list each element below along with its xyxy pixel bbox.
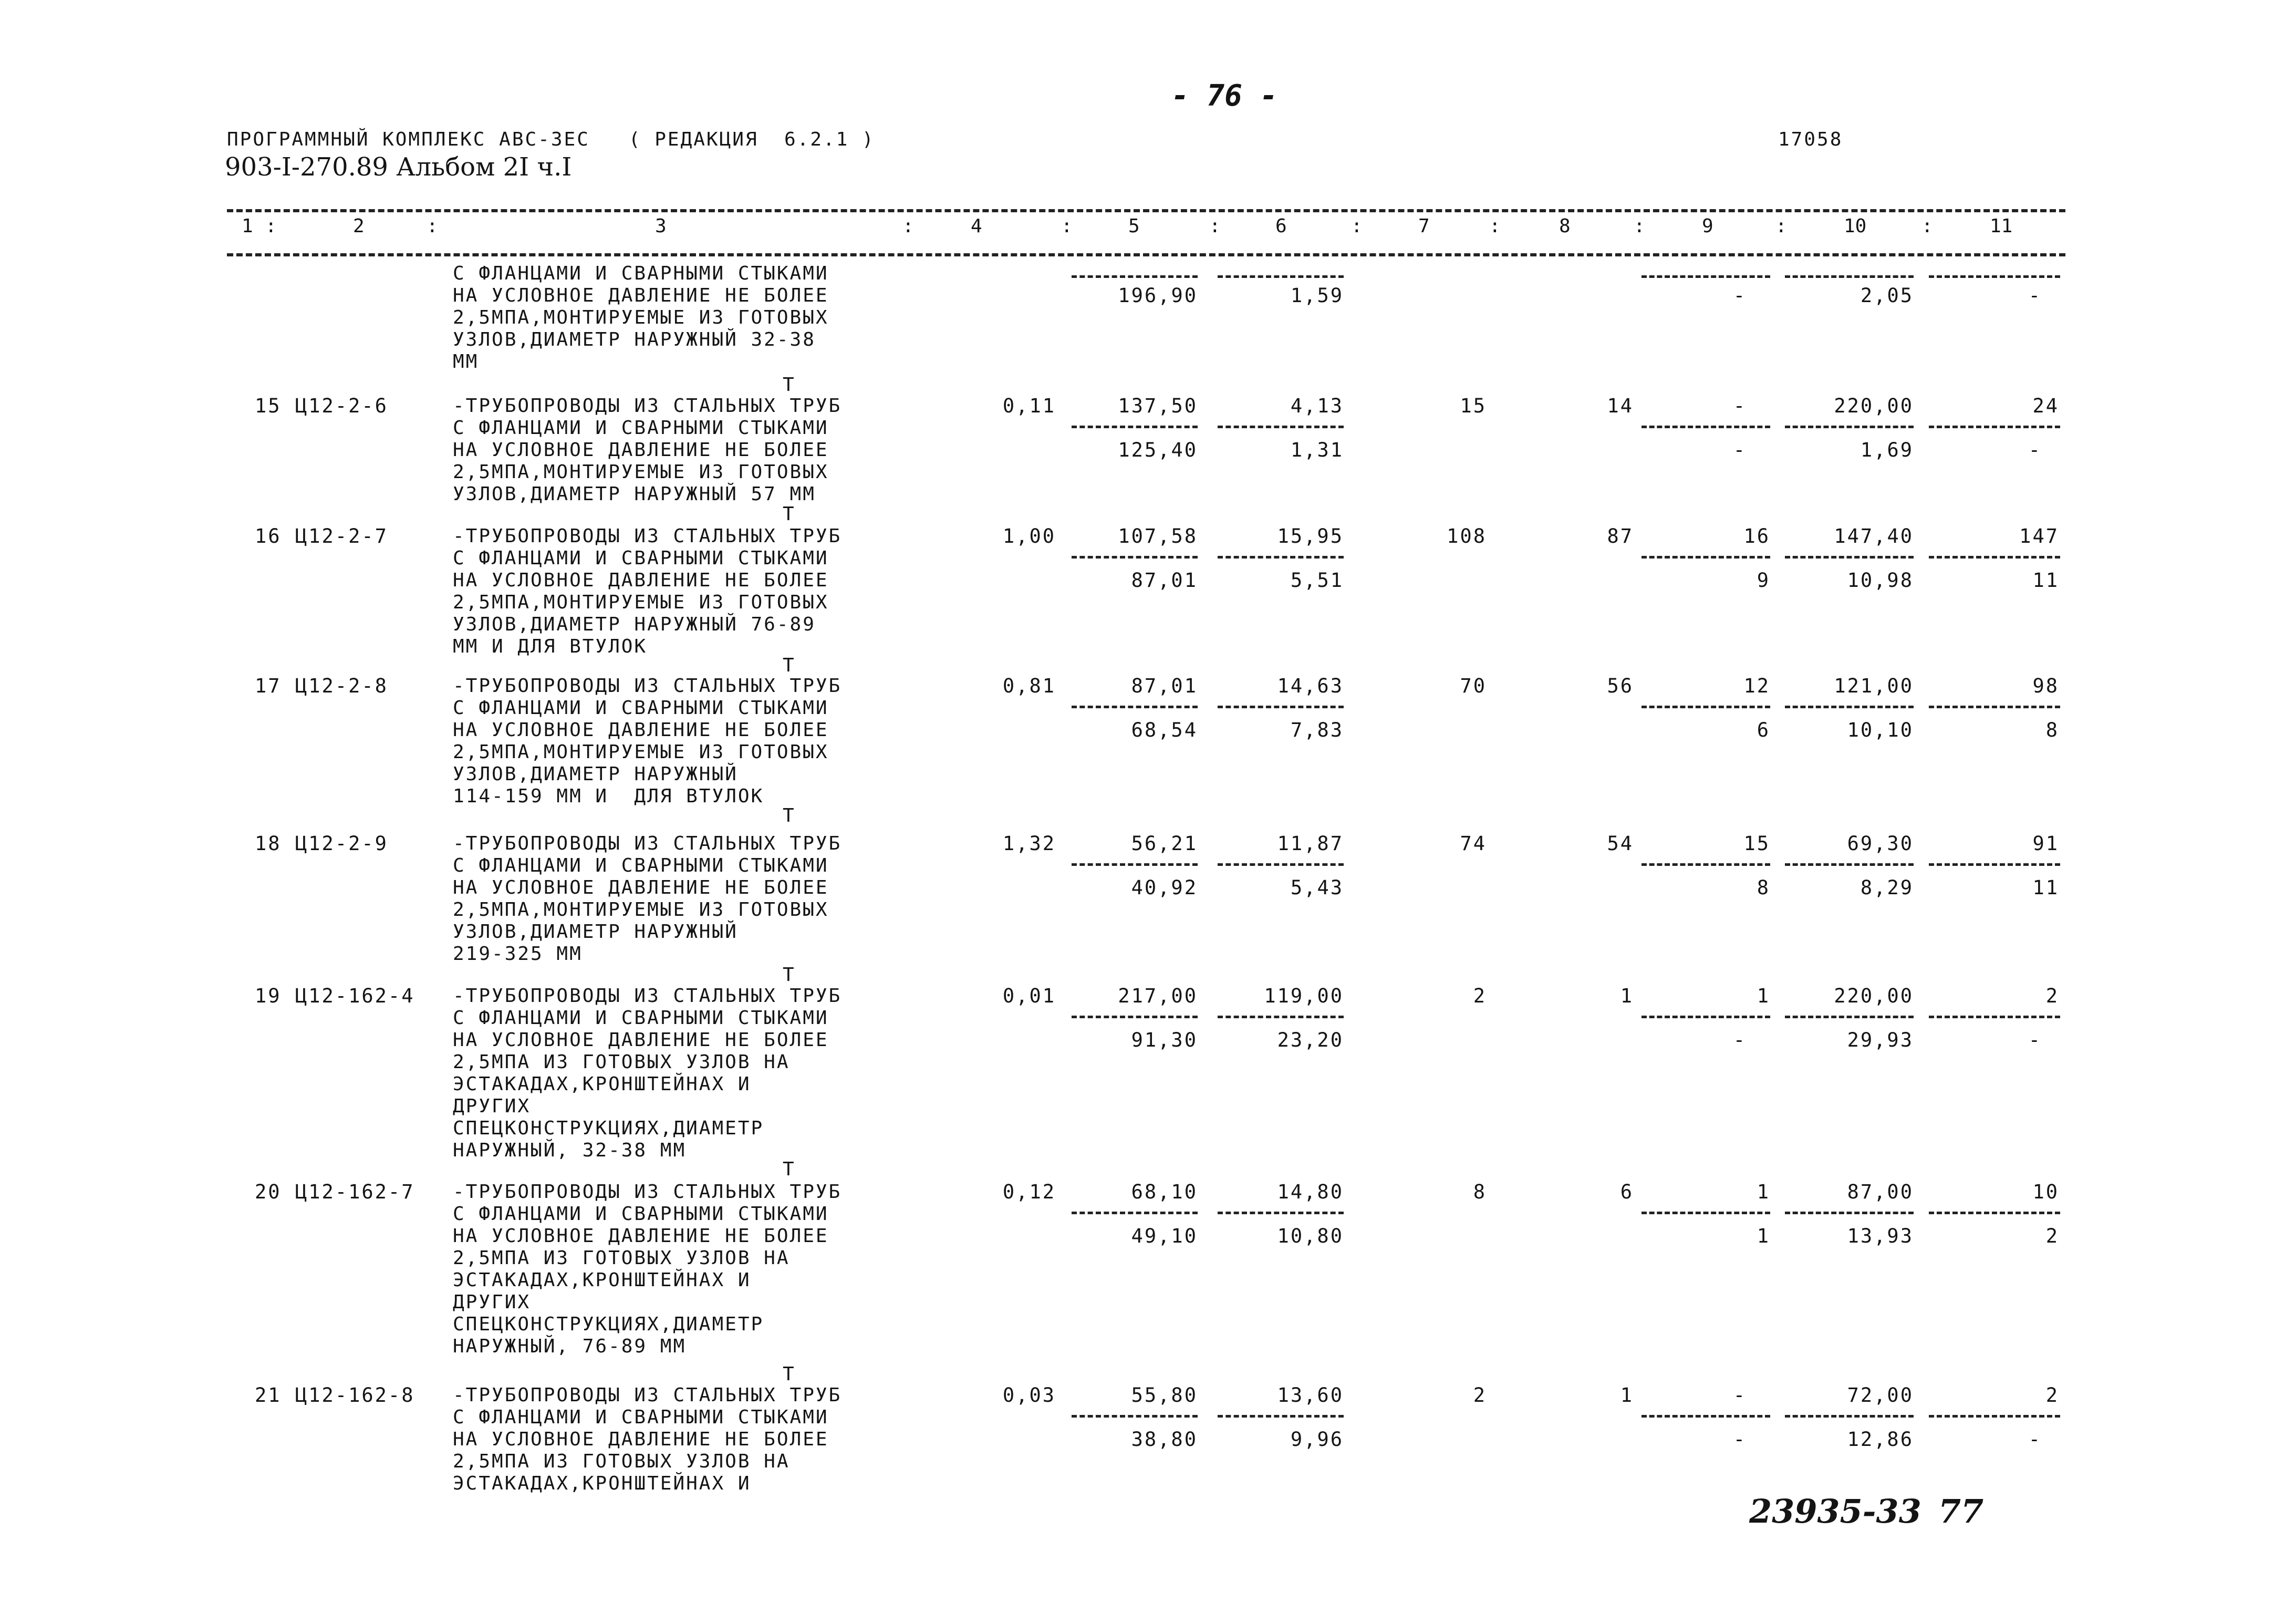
description-line: 2,5МПА ИЗ ГОТОВЫХ УЗЛОВ НА (453, 1247, 790, 1269)
fraction-rule (1642, 863, 1770, 866)
fraction-rule (1785, 556, 1914, 559)
value-col11-top: 147 (2019, 525, 2059, 547)
value-col5-top: 107,58 (1118, 525, 1198, 547)
description-line: -ТРУБОПРОВОДЫ ИЗ СТАЛЬНЫХ ТРУБ (453, 525, 842, 547)
fraction-rule (1785, 706, 1914, 708)
value-col10-top: 69,30 (1847, 832, 1914, 855)
fraction-rule (1072, 275, 1198, 278)
fraction-rule (1929, 706, 2060, 708)
description-line: ДРУГИХ (453, 1095, 531, 1117)
value-col7: 2 (1473, 1384, 1487, 1407)
value-col9-top: 1 (1757, 985, 1770, 1007)
value-col6-bottom: 5,43 (1290, 876, 1344, 899)
value-col4: 1,32 (1002, 832, 1056, 855)
column-header-6: 6 (1275, 215, 1287, 237)
value-col6-bottom: 1,59 (1290, 284, 1344, 307)
value-col9-bottom: - (1733, 284, 1747, 307)
column-separator: : (265, 215, 277, 237)
column-separator: : (1351, 215, 1363, 237)
fraction-rule (1929, 1016, 2060, 1018)
value-col5-top: 56,21 (1131, 832, 1198, 855)
value-col11-top: 2 (2045, 985, 2059, 1007)
fraction-rule (1929, 1415, 2060, 1418)
value-col9-top: 1 (1757, 1181, 1770, 1203)
value-col6-top: 4,13 (1290, 395, 1344, 417)
row-number: 17 (255, 675, 282, 697)
marker-t: Т (783, 1363, 794, 1385)
column-separator: : (902, 215, 914, 237)
value-col5-bottom: 87,01 (1131, 569, 1198, 592)
value-col8: 14 (1607, 395, 1634, 417)
description-line: -ТРУБОПРОВОДЫ ИЗ СТАЛЬНЫХ ТРУБ (453, 1181, 842, 1203)
fraction-rule (1072, 1016, 1198, 1018)
column-header-11: 11 (1990, 215, 2013, 237)
value-col11-bottom: 8 (2045, 719, 2059, 741)
description-line: 2,5МПА,МОНТИРУЕМЫЕ ИЗ ГОТОВЫХ (453, 307, 829, 328)
norm-code: Ц12-2-8 (295, 675, 388, 697)
value-col5-top: 68,10 (1131, 1181, 1198, 1203)
fraction-rule (1642, 426, 1770, 428)
value-col5-top: 55,80 (1131, 1384, 1198, 1407)
description-line: 2,5МПА ИЗ ГОТОВЫХ УЗЛОВ НА (453, 1451, 790, 1472)
description-line: 2,5МПА,МОНТИРУЕМЫЕ ИЗ ГОТОВЫХ (453, 461, 829, 483)
value-col11-top: 10 (2032, 1181, 2059, 1203)
description-line: 2,5МПА,МОНТИРУЕМЫЕ ИЗ ГОТОВЫХ (453, 592, 829, 613)
value-col8: 56 (1607, 675, 1634, 697)
row-number: 16 (255, 525, 282, 547)
value-col10-bottom: 2,05 (1860, 284, 1914, 307)
description-line: ЭСТАКАДАХ,КРОНШТЕЙНАХ И (453, 1073, 751, 1095)
value-col6-top: 14,63 (1277, 675, 1344, 697)
description-line: СПЕЦКОНСТРУКЦИЯХ,ДИАМЕТР (453, 1314, 764, 1335)
value-col4: 0,01 (1002, 985, 1056, 1007)
value-col5-top: 87,01 (1131, 675, 1198, 697)
value-col5-bottom: 40,92 (1131, 876, 1198, 899)
description-line: ЭСТАКАДАХ,КРОНШТЕЙНАХ И (453, 1473, 751, 1494)
value-col6-top: 14,80 (1277, 1181, 1344, 1203)
value-col4: 0,11 (1002, 395, 1056, 417)
value-col6-bottom: 7,83 (1290, 719, 1344, 741)
value-col11-top: 91 (2032, 832, 2059, 855)
description-line: НА УСЛОВНОЕ ДАВЛЕНИЕ НЕ БОЛЕЕ (453, 439, 829, 461)
fraction-rule (1072, 863, 1198, 866)
norm-code: Ц12-2-9 (295, 832, 388, 855)
fraction-rule (1785, 1212, 1914, 1214)
value-col11-bottom: 11 (2032, 569, 2059, 592)
description-line: УЗЛОВ,ДИАМЕТР НАРУЖНЫЙ (453, 763, 738, 785)
description-line: СПЕЦКОНСТРУКЦИЯХ,ДИАМЕТР (453, 1118, 764, 1139)
fraction-rule (1072, 556, 1198, 559)
page-number: - 76 - (1171, 79, 1278, 113)
value-col9-bottom: 6 (1757, 719, 1770, 741)
value-col10-bottom: 10,10 (1847, 719, 1914, 741)
value-col6-bottom: 1,31 (1290, 439, 1344, 461)
value-col8: 1 (1620, 1384, 1634, 1407)
value-col5-bottom: 125,40 (1118, 439, 1198, 461)
value-col11-top: 24 (2032, 395, 2059, 417)
fraction-rule (1218, 1415, 1344, 1418)
fraction-rule (1072, 1415, 1198, 1418)
value-col6-bottom: 23,20 (1277, 1029, 1344, 1051)
value-col10-top: 121,00 (1834, 675, 1914, 697)
description-line: НА УСЛОВНОЕ ДАВЛЕНИЕ НЕ БОЛЕЕ (453, 877, 829, 898)
description-line: УЗЛОВ,ДИАМЕТР НАРУЖНЫЙ 76-89 (453, 614, 816, 635)
value-col6-bottom: 10,80 (1277, 1225, 1344, 1247)
norm-code: Ц12-162-8 (295, 1384, 415, 1407)
fraction-rule (1642, 556, 1770, 559)
value-col6-top: 11,87 (1277, 832, 1344, 855)
value-col6-bottom: 9,96 (1290, 1428, 1344, 1451)
value-col5-bottom: 196,90 (1118, 284, 1198, 307)
value-col9-top: 16 (1743, 525, 1770, 547)
fraction-rule (1642, 1212, 1770, 1214)
description-line: С ФЛАНЦАМИ И СВАРНЫМИ СТЫКАМИ (453, 547, 829, 569)
description-line: НА УСЛОВНОЕ ДАВЛЕНИЕ НЕ БОЛЕЕ (453, 570, 829, 591)
fraction-rule (1072, 1212, 1198, 1214)
norm-code: Ц12-2-6 (295, 395, 388, 417)
value-col4: 0,81 (1002, 675, 1056, 697)
fraction-rule (1785, 426, 1914, 428)
marker-t: Т (783, 964, 794, 986)
value-col9-bottom: 9 (1757, 569, 1770, 592)
row-number: 19 (255, 985, 282, 1007)
value-col10-top: 220,00 (1834, 985, 1914, 1007)
value-col5-top: 137,50 (1118, 395, 1198, 417)
value-col5-bottom: 38,80 (1131, 1428, 1198, 1451)
value-col5-bottom: 49,10 (1131, 1225, 1198, 1247)
value-col11-bottom: - (2028, 1029, 2042, 1051)
fraction-rule (1218, 1212, 1344, 1214)
value-col7: 74 (1460, 832, 1487, 855)
value-col7: 70 (1460, 675, 1487, 697)
value-col9-bottom: - (1733, 1029, 1747, 1051)
column-header-4: 4 (971, 215, 982, 237)
description-line: 2,5МПА ИЗ ГОТОВЫХ УЗЛОВ НА (453, 1051, 790, 1073)
value-col9-top: 15 (1743, 832, 1770, 855)
value-col11-bottom: - (2028, 1428, 2042, 1451)
header-bottom-rule (227, 253, 2065, 256)
value-col8: 6 (1620, 1181, 1634, 1203)
description-line: УЗЛОВ,ДИАМЕТР НАРУЖНЫЙ 57 ММ (453, 483, 816, 505)
fraction-rule (1218, 1016, 1344, 1018)
fraction-rule (1929, 275, 2060, 278)
fraction-rule (1642, 1016, 1770, 1018)
value-col10-top: 220,00 (1834, 395, 1914, 417)
description-line: -ТРУБОПРОВОДЫ ИЗ СТАЛЬНЫХ ТРУБ (453, 1384, 842, 1406)
column-header-9: 9 (1702, 215, 1713, 237)
description-line: С ФЛАНЦАМИ И СВАРНЫМИ СТЫКАМИ (453, 1407, 829, 1428)
value-col7: 15 (1460, 395, 1487, 417)
value-col11-bottom: 2 (2045, 1225, 2059, 1247)
marker-t: Т (783, 374, 794, 396)
value-col11-bottom: - (2028, 439, 2042, 461)
description-line: НА УСЛОВНОЕ ДАВЛЕНИЕ НЕ БОЛЕЕ (453, 1029, 829, 1051)
value-col5-bottom: 68,54 (1131, 719, 1198, 741)
description-line: УЗЛОВ,ДИАМЕТР НАРУЖНЫЙ (453, 921, 738, 943)
marker-t: Т (783, 805, 794, 826)
value-col11-top: 2 (2045, 1384, 2059, 1407)
value-col11-top: 98 (2032, 675, 2059, 697)
value-col5-top: 217,00 (1118, 985, 1198, 1007)
row-number: 21 (255, 1384, 282, 1407)
value-col11-bottom: - (2028, 284, 2042, 307)
description-line: -ТРУБОПРОВОДЫ ИЗ СТАЛЬНЫХ ТРУБ (453, 395, 842, 417)
value-col10-bottom: 13,93 (1847, 1225, 1914, 1247)
description-line: -ТРУБОПРОВОДЫ ИЗ СТАЛЬНЫХ ТРУБ (453, 833, 842, 854)
column-header-8: 8 (1559, 215, 1571, 237)
value-col9-bottom: 1 (1757, 1225, 1770, 1247)
row-number: 18 (255, 832, 282, 855)
description-line: 114-159 ММ И ДЛЯ ВТУЛОК (453, 785, 764, 807)
description-line: УЗЛОВ,ДИАМЕТР НАРУЖНЫЙ 32-38 (453, 329, 816, 350)
fraction-rule (1218, 863, 1344, 866)
value-col6-top: 13,60 (1277, 1384, 1344, 1407)
description-line: НА УСЛОВНОЕ ДАВЛЕНИЕ НЕ БОЛЕЕ (453, 719, 829, 741)
value-col10-bottom: 1,69 (1860, 439, 1914, 461)
value-col11-bottom: 11 (2032, 876, 2059, 899)
row-number: 15 (255, 395, 282, 417)
album-reference: 903-I-270.89 Альбом 2I ч.I (225, 152, 572, 182)
row-number: 20 (255, 1181, 282, 1203)
description-line: С ФЛАНЦАМИ И СВАРНЫМИ СТЫКАМИ (453, 263, 829, 284)
column-separator: : (1061, 215, 1073, 237)
description-line: НАРУЖНЫЙ, 76-89 ММ (453, 1336, 687, 1357)
column-separator: : (1634, 215, 1645, 237)
value-col10-top: 87,00 (1847, 1181, 1914, 1203)
description-line: ДРУГИХ (453, 1291, 531, 1313)
description-line: НА УСЛОВНОЕ ДАВЛЕНИЕ НЕ БОЛЕЕ (453, 285, 829, 306)
norm-code: Ц12-2-7 (295, 525, 388, 547)
value-col7: 108 (1447, 525, 1487, 547)
fraction-rule (1642, 706, 1770, 708)
column-header-1: 1 (242, 215, 253, 237)
description-line: НА УСЛОВНОЕ ДАВЛЕНИЕ НЕ БОЛЕЕ (453, 1225, 829, 1247)
value-col9-top: 12 (1743, 675, 1770, 697)
sheet-number: 77 (1938, 1492, 1984, 1531)
value-col7: 2 (1473, 985, 1487, 1007)
marker-t: Т (783, 655, 794, 676)
description-line: ММ И ДЛЯ ВТУЛОК (453, 636, 648, 657)
value-col9-bottom: 8 (1757, 876, 1770, 899)
fraction-rule (1929, 1212, 2060, 1214)
fraction-rule (1785, 1016, 1914, 1018)
description-line: 219-325 ММ (453, 943, 583, 965)
value-col10-bottom: 10,98 (1847, 569, 1914, 592)
fraction-rule (1072, 706, 1198, 708)
fraction-rule (1218, 556, 1344, 559)
column-header-3: 3 (655, 215, 667, 237)
description-line: С ФЛАНЦАМИ И СВАРНЫМИ СТЫКАМИ (453, 697, 829, 719)
document-code: 23935-33 (1749, 1492, 1921, 1531)
fraction-rule (1785, 863, 1914, 866)
value-col10-top: 147,40 (1834, 525, 1914, 547)
description-line: -ТРУБОПРОВОДЫ ИЗ СТАЛЬНЫХ ТРУБ (453, 675, 842, 697)
value-col10-bottom: 8,29 (1860, 876, 1914, 899)
value-col7: 8 (1473, 1181, 1487, 1203)
value-col8: 54 (1607, 832, 1634, 855)
description-line: НАРУЖНЫЙ, 32-38 ММ (453, 1140, 687, 1161)
value-col4: 1,00 (1002, 525, 1056, 547)
fraction-rule (1642, 275, 1770, 278)
value-col9-bottom: - (1733, 1428, 1747, 1451)
value-col9-bottom: - (1733, 439, 1747, 461)
column-header-7: 7 (1418, 215, 1430, 237)
value-col4: 0,12 (1002, 1181, 1056, 1203)
description-line: С ФЛАНЦАМИ И СВАРНЫМИ СТЫКАМИ (453, 855, 829, 876)
column-header-10: 10 (1844, 215, 1867, 237)
fraction-rule (1642, 1415, 1770, 1418)
value-col8: 1 (1620, 985, 1634, 1007)
value-col6-top: 15,95 (1277, 525, 1344, 547)
value-col10-bottom: 29,93 (1847, 1029, 1914, 1051)
value-col8: 87 (1607, 525, 1634, 547)
fraction-rule (1785, 275, 1914, 278)
column-header-row (0, 215, 2296, 247)
norm-code: Ц12-162-4 (295, 985, 415, 1007)
column-separator: : (1921, 215, 1933, 237)
value-col5-bottom: 91,30 (1131, 1029, 1198, 1051)
marker-t: Т (783, 1159, 794, 1180)
fraction-rule (1072, 426, 1198, 428)
description-line: 2,5МПА,МОНТИРУЕМЫЕ ИЗ ГОТОВЫХ (453, 899, 829, 921)
program-title: ПРОГРАММНЫЙ КОМПЛЕКС АВС-3ЕС ( РЕДАКЦИЯ 6.2.1 ) (227, 129, 875, 150)
column-separator: : (1775, 215, 1787, 237)
description-line: -ТРУБОПРОВОДЫ ИЗ СТАЛЬНЫХ ТРУБ (453, 985, 842, 1007)
job-number: 17058 (1778, 129, 1843, 150)
value-col10-bottom: 12,86 (1847, 1428, 1914, 1451)
column-header-5: 5 (1128, 215, 1140, 237)
fraction-rule (1929, 863, 2060, 866)
value-col4: 0,03 (1002, 1384, 1056, 1407)
value-col6-top: 119,00 (1264, 985, 1344, 1007)
column-separator: : (427, 215, 438, 237)
value-col10-top: 72,00 (1847, 1384, 1914, 1407)
description-line: С ФЛАНЦАМИ И СВАРНЫМИ СТЫКАМИ (453, 1203, 829, 1225)
description-line: 2,5МПА,МОНТИРУЕМЫЕ ИЗ ГОТОВЫХ (453, 741, 829, 763)
fraction-rule (1929, 556, 2060, 559)
column-separator: : (1489, 215, 1501, 237)
description-line: С ФЛАНЦАМИ И СВАРНЫМИ СТЫКАМИ (453, 417, 829, 439)
description-line: ММ (453, 351, 479, 373)
value-col9-top: - (1733, 1384, 1747, 1407)
description-line: НА УСЛОВНОЕ ДАВЛЕНИЕ НЕ БОЛЕЕ (453, 1429, 829, 1450)
marker-t: Т (783, 503, 794, 525)
value-col9-top: - (1733, 395, 1747, 417)
fraction-rule (1218, 275, 1344, 278)
column-separator: : (1209, 215, 1221, 237)
description-line: ЭСТАКАДАХ,КРОНШТЕЙНАХ И (453, 1269, 751, 1291)
fraction-rule (1218, 426, 1344, 428)
fraction-rule (1218, 706, 1344, 708)
norm-code: Ц12-162-7 (295, 1181, 415, 1203)
fraction-rule (1785, 1415, 1914, 1418)
header-top-rule (227, 209, 2065, 212)
description-line: С ФЛАНЦАМИ И СВАРНЫМИ СТЫКАМИ (453, 1007, 829, 1029)
value-col6-bottom: 5,51 (1290, 569, 1344, 592)
fraction-rule (1929, 426, 2060, 428)
column-header-2: 2 (353, 215, 365, 237)
